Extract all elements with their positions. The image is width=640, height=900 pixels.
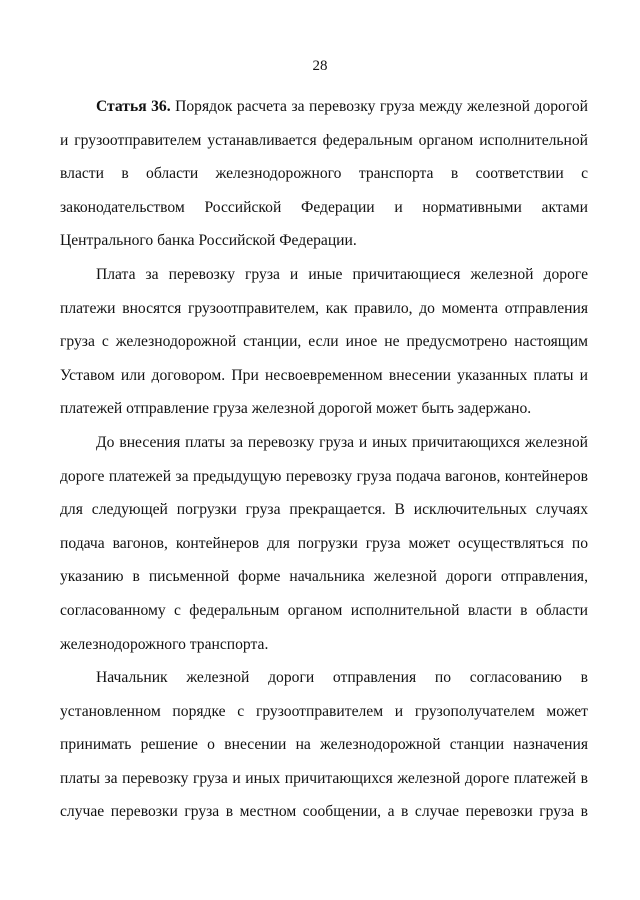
paragraph-article-36 xyxy=(60,90,588,258)
paragraph-payment: Плата за перевозку груза и иные причитающиеся железной дороге платежи вносятся грузоотправителем, как правило, до момента отправления груза с железнодорожной станции, если иное не предусмотрено настоящим Уставом или договором. При несвоевременном внесении указанных платы и платежей отправление груза железной дорогой может быть задержано. xyxy=(60,265,588,418)
article-heading: Статья 36. xyxy=(96,98,171,115)
document-body xyxy=(60,90,588,829)
page-number: 28 xyxy=(312,58,328,74)
paragraph-prior-payment: До внесения платы за перевозку груза и иных причитающихся железной дороге платежей за предыдущую перевозку груза подача вагонов, контейнеров для следующей погрузки груза прекращается. В исключительных случаях подача вагонов, контейнеров для погрузки груза может осуществляться по указанию в письменной форме начальника железной дороги отправления, согласованному с федеральным органом исполнительной власти в области железнодорожного транспорта. xyxy=(60,433,588,653)
paragraph-station-chief: Начальник железной дороги отправления по согласованию в установленном порядке с грузоотправителем и грузополучателем может принимать решение о внесении на железнодорожной станции назначения платы за перевозку груза и иных причитающихся железной дороге платежей в случае перевозки груза в местном сообщении, а в случае перевозки груза в xyxy=(60,669,588,821)
paragraph-text: Порядок расчета за перевозку груза между железной дорогой и грузоотправителем устанавливается федеральным органом исполнительной власти в области железнодорожного транспорта в соответствии с законодательством Российской Федерации и нормативными актами Центрального банка Российской Федерации. xyxy=(60,98,588,250)
